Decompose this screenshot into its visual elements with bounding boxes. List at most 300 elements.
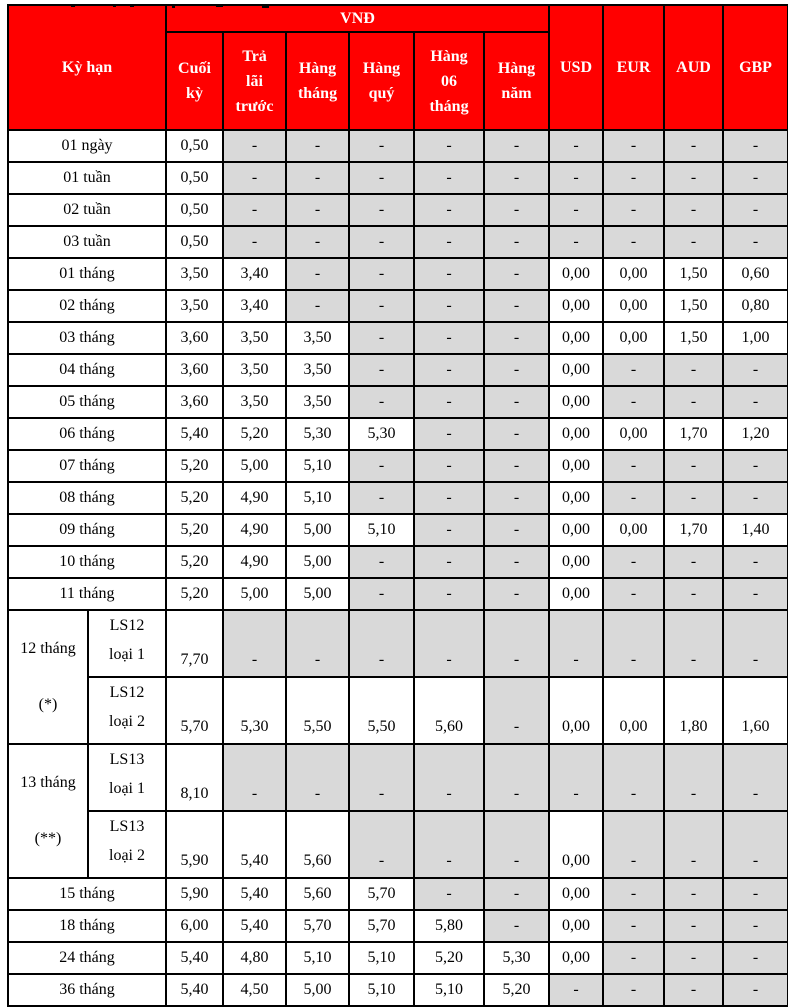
rate-cell: 1,20	[723, 418, 788, 450]
rate-cell: 5,70	[349, 910, 414, 942]
na-cell: -	[414, 744, 484, 811]
table-row	[8, 942, 788, 974]
column-header-line: Hàng	[430, 47, 468, 65]
term-cell: 08 tháng	[8, 482, 166, 514]
na-cell: -	[603, 450, 664, 482]
na-cell: -	[414, 578, 484, 610]
na-cell: -	[603, 811, 664, 878]
term-cell: 07 tháng	[8, 450, 166, 482]
rate-cell: 5,20	[166, 514, 223, 546]
rate-cell: 3,50	[166, 258, 223, 290]
term-cell: 09 tháng	[8, 514, 166, 546]
term-line: 12 tháng	[20, 640, 76, 657]
rate-cell: 3,50	[223, 354, 286, 386]
rate-cell: 4,90	[223, 482, 286, 514]
column-header-line: Hàng	[298, 60, 337, 77]
na-cell: -	[349, 354, 414, 386]
rate-cell: 5,70	[166, 677, 223, 744]
rate-cell: 5,40	[223, 811, 286, 878]
na-cell: -	[723, 610, 788, 677]
na-cell: -	[484, 546, 549, 578]
rate-cell: 1,00	[723, 322, 788, 354]
rate-cell: 5,00	[286, 514, 349, 546]
term-line: loại 1	[109, 646, 145, 663]
na-cell: -	[484, 290, 549, 322]
table-row	[8, 162, 788, 194]
na-cell: -	[484, 610, 549, 677]
na-cell: -	[414, 194, 484, 226]
column-header-line: trước	[235, 97, 274, 115]
rate-cell: 5,30	[223, 677, 286, 744]
na-cell: -	[484, 226, 549, 258]
table-row	[8, 418, 788, 450]
rate-cell: 0,50	[166, 162, 223, 194]
rate-cell: 0,00	[549, 942, 603, 974]
na-cell: -	[349, 546, 414, 578]
na-cell: -	[723, 578, 788, 610]
na-cell: -	[223, 610, 286, 677]
na-cell: -	[349, 450, 414, 482]
term-line: loại 2	[109, 713, 145, 730]
na-cell: -	[664, 878, 723, 910]
rate-cell: 5,70	[286, 910, 349, 942]
rate-cell: 0,00	[603, 322, 664, 354]
term-cell: 18 tháng	[8, 910, 166, 942]
na-cell: -	[484, 162, 549, 194]
table-row	[8, 322, 788, 354]
na-cell: -	[286, 610, 349, 677]
na-cell: -	[223, 744, 286, 811]
rate-cell: 3,60	[166, 386, 223, 418]
na-cell: -	[549, 974, 603, 1006]
na-cell: -	[414, 322, 484, 354]
rate-cell: 0,00	[549, 514, 603, 546]
na-cell: -	[484, 194, 549, 226]
term-cell: 15 tháng	[8, 878, 166, 910]
rate-cell: 5,20	[484, 974, 549, 1006]
term-cell: 24 tháng	[8, 942, 166, 974]
na-cell: -	[723, 811, 788, 878]
rate-cell: 5,10	[414, 974, 484, 1006]
na-cell: -	[603, 130, 664, 162]
term-group-cell	[8, 744, 88, 878]
rate-cell: 5,40	[166, 974, 223, 1006]
term-cell: 06 tháng	[8, 418, 166, 450]
na-cell: -	[603, 194, 664, 226]
rate-cell: 5,90	[166, 811, 223, 878]
na-cell: -	[414, 450, 484, 482]
rate-cell: 4,90	[223, 514, 286, 546]
column-header-hang-06-thang	[414, 32, 484, 130]
rate-cell: 3,50	[223, 386, 286, 418]
na-cell: -	[723, 878, 788, 910]
na-cell: -	[484, 514, 549, 546]
na-cell: -	[723, 942, 788, 974]
rate-cell: 1,50	[664, 290, 723, 322]
na-cell: -	[603, 578, 664, 610]
table-row	[8, 610, 788, 677]
column-header-aud: AUD	[664, 5, 723, 130]
table-row	[8, 546, 788, 578]
sub-term-cell	[88, 610, 166, 677]
table-row	[8, 226, 788, 258]
na-cell: -	[664, 354, 723, 386]
column-header-line: tháng	[429, 97, 469, 115]
rate-cell: 0,00	[549, 322, 603, 354]
column-header-hang-thang	[286, 32, 349, 130]
na-cell: -	[549, 194, 603, 226]
na-cell: -	[603, 744, 664, 811]
na-cell: -	[223, 130, 286, 162]
na-cell: -	[286, 258, 349, 290]
na-cell: -	[223, 194, 286, 226]
term-group-cell	[8, 610, 88, 744]
rate-cell: 5,60	[414, 677, 484, 744]
na-cell: -	[414, 610, 484, 677]
table-row	[8, 514, 788, 546]
na-cell: -	[723, 226, 788, 258]
term-cell: 02 tuần	[8, 194, 166, 226]
rate-cell: 0,00	[549, 482, 603, 514]
table-row	[8, 386, 788, 418]
term-line: (**)	[34, 830, 62, 847]
rate-cell: 5,10	[286, 942, 349, 974]
column-header-eur: EUR	[603, 5, 664, 130]
na-cell: -	[349, 162, 414, 194]
na-cell: -	[484, 910, 549, 942]
column-header-line: tháng	[297, 85, 338, 102]
na-cell: -	[723, 450, 788, 482]
na-cell: -	[603, 482, 664, 514]
rate-cell: 0,00	[549, 677, 603, 744]
rate-cell: 5,20	[166, 482, 223, 514]
na-cell: -	[414, 878, 484, 910]
column-group-vnd: VNĐ	[166, 5, 549, 32]
table-row	[8, 974, 788, 1006]
na-cell: -	[286, 194, 349, 226]
na-cell: -	[664, 546, 723, 578]
na-cell: -	[603, 610, 664, 677]
na-cell: -	[414, 418, 484, 450]
na-cell: -	[484, 386, 549, 418]
na-cell: -	[549, 610, 603, 677]
na-cell: -	[286, 130, 349, 162]
na-cell: -	[414, 354, 484, 386]
rate-cell: 0,00	[603, 290, 664, 322]
na-cell: -	[414, 162, 484, 194]
rate-cell: 5,20	[166, 546, 223, 578]
header-group-row	[8, 5, 788, 32]
na-cell: -	[603, 942, 664, 974]
rate-cell: 1,40	[723, 514, 788, 546]
rate-cell: 5,30	[349, 418, 414, 450]
rate-cell: 4,80	[223, 942, 286, 974]
na-cell: -	[723, 482, 788, 514]
na-cell: -	[603, 974, 664, 1006]
term-line: (*)	[38, 696, 58, 713]
rate-cell: 5,00	[286, 974, 349, 1006]
table-row	[8, 910, 788, 942]
na-cell: -	[549, 744, 603, 811]
table-row	[8, 354, 788, 386]
na-cell: -	[484, 811, 549, 878]
rate-cell: 5,00	[223, 450, 286, 482]
na-cell: -	[349, 130, 414, 162]
rate-cell: 0,00	[603, 418, 664, 450]
na-cell: -	[549, 226, 603, 258]
column-header-line: Hàng	[362, 60, 401, 77]
rate-cell: 5,60	[286, 878, 349, 910]
na-cell: -	[349, 226, 414, 258]
rate-cell: 3,60	[166, 354, 223, 386]
rate-cell: 0,00	[549, 811, 603, 878]
na-cell: -	[286, 162, 349, 194]
rate-cell: 5,00	[286, 546, 349, 578]
term-line: loại 1	[109, 780, 145, 797]
term-line: LS12	[109, 617, 145, 634]
na-cell: -	[664, 226, 723, 258]
na-cell: -	[223, 162, 286, 194]
na-cell: -	[484, 258, 549, 290]
rate-cell: 3,50	[286, 386, 349, 418]
rate-cell: 1,50	[664, 258, 723, 290]
column-header-line: Trả	[242, 47, 267, 65]
na-cell: -	[664, 610, 723, 677]
na-cell: -	[723, 130, 788, 162]
column-header-usd: USD	[549, 5, 603, 130]
na-cell: -	[549, 130, 603, 162]
rate-cell: 0,00	[549, 258, 603, 290]
column-header-line: kỳ	[186, 85, 203, 102]
rate-cell: 5,40	[166, 418, 223, 450]
na-cell: -	[603, 354, 664, 386]
na-cell: -	[414, 226, 484, 258]
rate-cell: 4,90	[223, 546, 286, 578]
na-cell: -	[414, 290, 484, 322]
rate-cell: 7,70	[166, 610, 223, 677]
na-cell: -	[484, 130, 549, 162]
rate-cell: 5,40	[166, 942, 223, 974]
na-cell: -	[484, 418, 549, 450]
na-cell: -	[414, 546, 484, 578]
rate-cell: 8,10	[166, 744, 223, 811]
na-cell: -	[664, 450, 723, 482]
na-cell: -	[664, 910, 723, 942]
term-cell: 11 tháng	[8, 578, 166, 610]
na-cell: -	[484, 354, 549, 386]
sub-term-cell	[88, 811, 166, 878]
column-header-line: Cuối	[178, 60, 211, 77]
na-cell: -	[484, 578, 549, 610]
term-line: 13 tháng	[20, 774, 76, 791]
na-cell: -	[549, 162, 603, 194]
column-header-line: năm	[501, 85, 532, 102]
rate-cell: 0,00	[603, 677, 664, 744]
na-cell: -	[349, 578, 414, 610]
na-cell: -	[664, 811, 723, 878]
na-cell: -	[723, 162, 788, 194]
na-cell: -	[603, 226, 664, 258]
na-cell: -	[664, 744, 723, 811]
term-line: LS12	[109, 684, 145, 701]
rate-cell: 0,80	[723, 290, 788, 322]
na-cell: -	[414, 258, 484, 290]
na-cell: -	[286, 226, 349, 258]
clipped-text-remnant	[0, 4, 788, 8]
rate-cell: 0,00	[603, 258, 664, 290]
na-cell: -	[723, 546, 788, 578]
na-cell: -	[664, 194, 723, 226]
rate-cell: 0,00	[549, 418, 603, 450]
term-cell: 05 tháng	[8, 386, 166, 418]
rate-cell: 1,70	[664, 418, 723, 450]
rate-cell: 0,50	[166, 194, 223, 226]
table-row	[8, 744, 788, 811]
rate-cell: 5,20	[223, 418, 286, 450]
table-row	[8, 811, 788, 878]
table-row	[8, 482, 788, 514]
term-cell: 02 tháng	[8, 290, 166, 322]
table-row	[8, 258, 788, 290]
na-cell: -	[603, 386, 664, 418]
na-cell: -	[723, 974, 788, 1006]
na-cell: -	[349, 290, 414, 322]
rate-cell: 1,80	[664, 677, 723, 744]
table-row	[8, 290, 788, 322]
na-cell: -	[286, 290, 349, 322]
rate-cell: 0,00	[549, 354, 603, 386]
rate-cell: 5,60	[286, 811, 349, 878]
na-cell: -	[603, 878, 664, 910]
rate-cell: 5,00	[286, 578, 349, 610]
term-cell: 01 tháng	[8, 258, 166, 290]
rate-cell: 3,50	[286, 322, 349, 354]
rate-cell: 0,00	[549, 450, 603, 482]
sub-term-cell	[88, 744, 166, 811]
column-header-hang-quy	[349, 32, 414, 130]
na-cell: -	[603, 546, 664, 578]
rate-cell: 5,40	[223, 910, 286, 942]
rate-cell: 5,30	[484, 942, 549, 974]
rate-cell: 0,00	[549, 290, 603, 322]
term-cell: 01 ngày	[8, 130, 166, 162]
na-cell: -	[723, 354, 788, 386]
rate-cell: 0,00	[603, 514, 664, 546]
rate-cell: 1,70	[664, 514, 723, 546]
rate-cell: 3,40	[223, 290, 286, 322]
table-row	[8, 878, 788, 910]
column-header-line: 06	[441, 72, 457, 90]
na-cell: -	[664, 162, 723, 194]
na-cell: -	[484, 878, 549, 910]
na-cell: -	[349, 811, 414, 878]
rate-cell: 5,10	[286, 482, 349, 514]
column-header-tra-lai-truoc	[223, 32, 286, 130]
rate-cell: 5,10	[349, 942, 414, 974]
table-row	[8, 130, 788, 162]
na-cell: -	[664, 974, 723, 1006]
rate-cell: 0,00	[549, 910, 603, 942]
column-header-line: lãi	[246, 72, 263, 90]
rate-cell: 5,50	[286, 677, 349, 744]
column-header-term: Kỳ hạn	[8, 5, 166, 130]
na-cell: -	[603, 162, 664, 194]
na-cell: -	[664, 482, 723, 514]
na-cell: -	[484, 744, 549, 811]
na-cell: -	[349, 482, 414, 514]
rate-cell: 0,60	[723, 258, 788, 290]
rate-cell: 1,60	[723, 677, 788, 744]
na-cell: -	[286, 744, 349, 811]
sub-term-cell	[88, 677, 166, 744]
na-cell: -	[723, 744, 788, 811]
na-cell: -	[664, 578, 723, 610]
term-cell: 36 tháng	[8, 974, 166, 1006]
rate-cell: 5,20	[166, 578, 223, 610]
rate-cell: 5,10	[286, 450, 349, 482]
na-cell: -	[349, 258, 414, 290]
rate-cell: 5,10	[349, 974, 414, 1006]
term-line: loại 2	[109, 847, 145, 864]
rate-cell: 0,00	[549, 878, 603, 910]
column-header-line: quý	[368, 85, 395, 102]
rate-cell: 0,50	[166, 130, 223, 162]
na-cell: -	[723, 910, 788, 942]
na-cell: -	[484, 482, 549, 514]
rate-cell: 0,00	[549, 546, 603, 578]
rate-cell: 5,00	[223, 578, 286, 610]
rate-cell: 3,50	[286, 354, 349, 386]
na-cell: -	[664, 942, 723, 974]
na-cell: -	[349, 610, 414, 677]
rate-cell: 5,40	[223, 878, 286, 910]
rate-cell: 0,50	[166, 226, 223, 258]
table-header	[8, 5, 788, 130]
na-cell: -	[414, 514, 484, 546]
column-header-hang-nam	[484, 32, 549, 130]
rate-cell: 5,80	[414, 910, 484, 942]
term-cell: 10 tháng	[8, 546, 166, 578]
na-cell: -	[414, 386, 484, 418]
rate-cell: 4,50	[223, 974, 286, 1006]
na-cell: -	[484, 450, 549, 482]
term-cell: 01 tuần	[8, 162, 166, 194]
na-cell: -	[603, 910, 664, 942]
rate-cell: 3,40	[223, 258, 286, 290]
rates-table	[7, 4, 788, 1007]
na-cell: -	[723, 386, 788, 418]
na-cell: -	[484, 677, 549, 744]
term-line: LS13	[109, 818, 145, 835]
rate-cell: 0,00	[549, 386, 603, 418]
rate-cell: 0,00	[549, 578, 603, 610]
na-cell: -	[723, 194, 788, 226]
na-cell: -	[349, 744, 414, 811]
na-cell: -	[349, 194, 414, 226]
table-row	[8, 194, 788, 226]
rate-cell: 1,50	[664, 322, 723, 354]
table-body	[8, 130, 788, 1006]
na-cell: -	[349, 386, 414, 418]
term-cell: 03 tháng	[8, 322, 166, 354]
table-row	[8, 450, 788, 482]
column-header-line: Hàng	[497, 60, 536, 77]
na-cell: -	[349, 322, 414, 354]
na-cell: -	[414, 811, 484, 878]
term-cell: 04 tháng	[8, 354, 166, 386]
na-cell: -	[664, 386, 723, 418]
rate-cell: 3,50	[166, 290, 223, 322]
